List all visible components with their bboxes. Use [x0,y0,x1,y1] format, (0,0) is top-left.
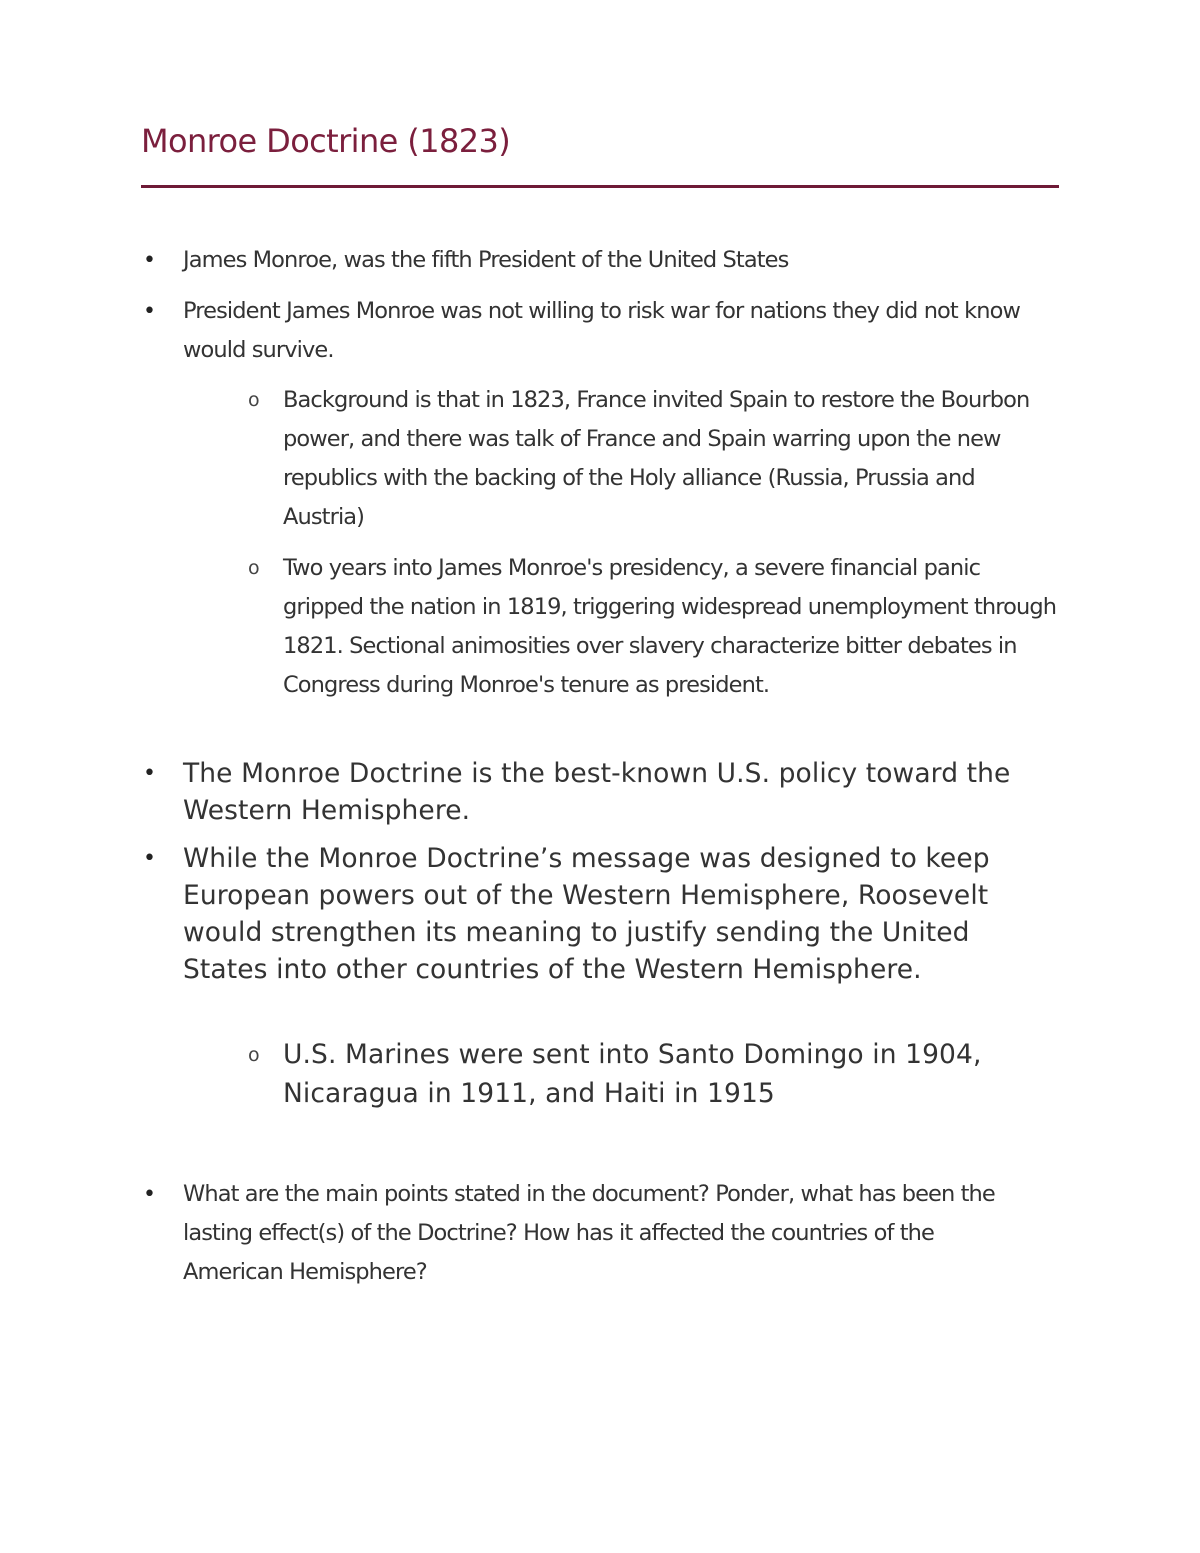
bullet-icon: • [143,1182,156,1207]
title-divider [141,185,1059,188]
sub-list-item-text: Background is that in 1823, France invited Spain to restore the Bourbon power, and there was talk of France and Spain warring upon the new republics with the backing of the Holy alliance (Russia, Prussia and Austria) [283,387,1030,530]
bullet-icon: • [143,846,157,871]
bullet-icon: • [143,299,156,324]
list-item-text: While the Monroe Doctrine’s message was designed to keep European powers out of the Western Hemisphere, Roosevelt would strengthen its meaning to justify sending the United States into other countries of the Western Hemisphere. [183,843,990,985]
sub-list-item-text: U.S. Marines were sent into Santo Domingo in 1904, Nicaragua in 1911, and Haiti in 1915 [283,1039,982,1109]
list-item [143,755,1053,829]
bullet-icon: • [143,761,157,786]
bullet-icon: • [143,248,156,273]
list-item [143,292,1053,370]
list-item-text: President James Monroe was not willing to risk war for nations they did not know would survive. [183,298,1020,363]
sub-bullet-icon: o [248,389,259,411]
list-item [143,840,1053,988]
sub-list-item [248,549,1063,705]
sub-list-item [248,381,1051,537]
list-item-text: James Monroe, was the fifth President of the United States [183,247,789,273]
question-text: What are the main points stated in the document? Ponder, what has been the lasting effect(s) of the Doctrine? How has it affected the countries of the American Hemisphere? [183,1181,995,1285]
sub-list-item-text: Two years into James Monroe's presidency, a severe financial panic gripped the nation in 1819, triggering widespread unemployment through 1821. Sectional animosities over slavery characterize bitter debates in Congress during Monroe's tenure as president. [283,555,1057,698]
list-item-text: The Monroe Doctrine is the best-known U.S. policy toward the Western Hemisphere. [183,758,1011,826]
sub-bullet-icon: o [248,1044,260,1066]
question-item [143,1175,1033,1292]
list-item [143,241,1063,280]
document-title: Monroe Doctrine (1823) [141,122,511,160]
sub-list-item [248,1035,1063,1113]
sub-bullet-icon: o [248,557,259,579]
